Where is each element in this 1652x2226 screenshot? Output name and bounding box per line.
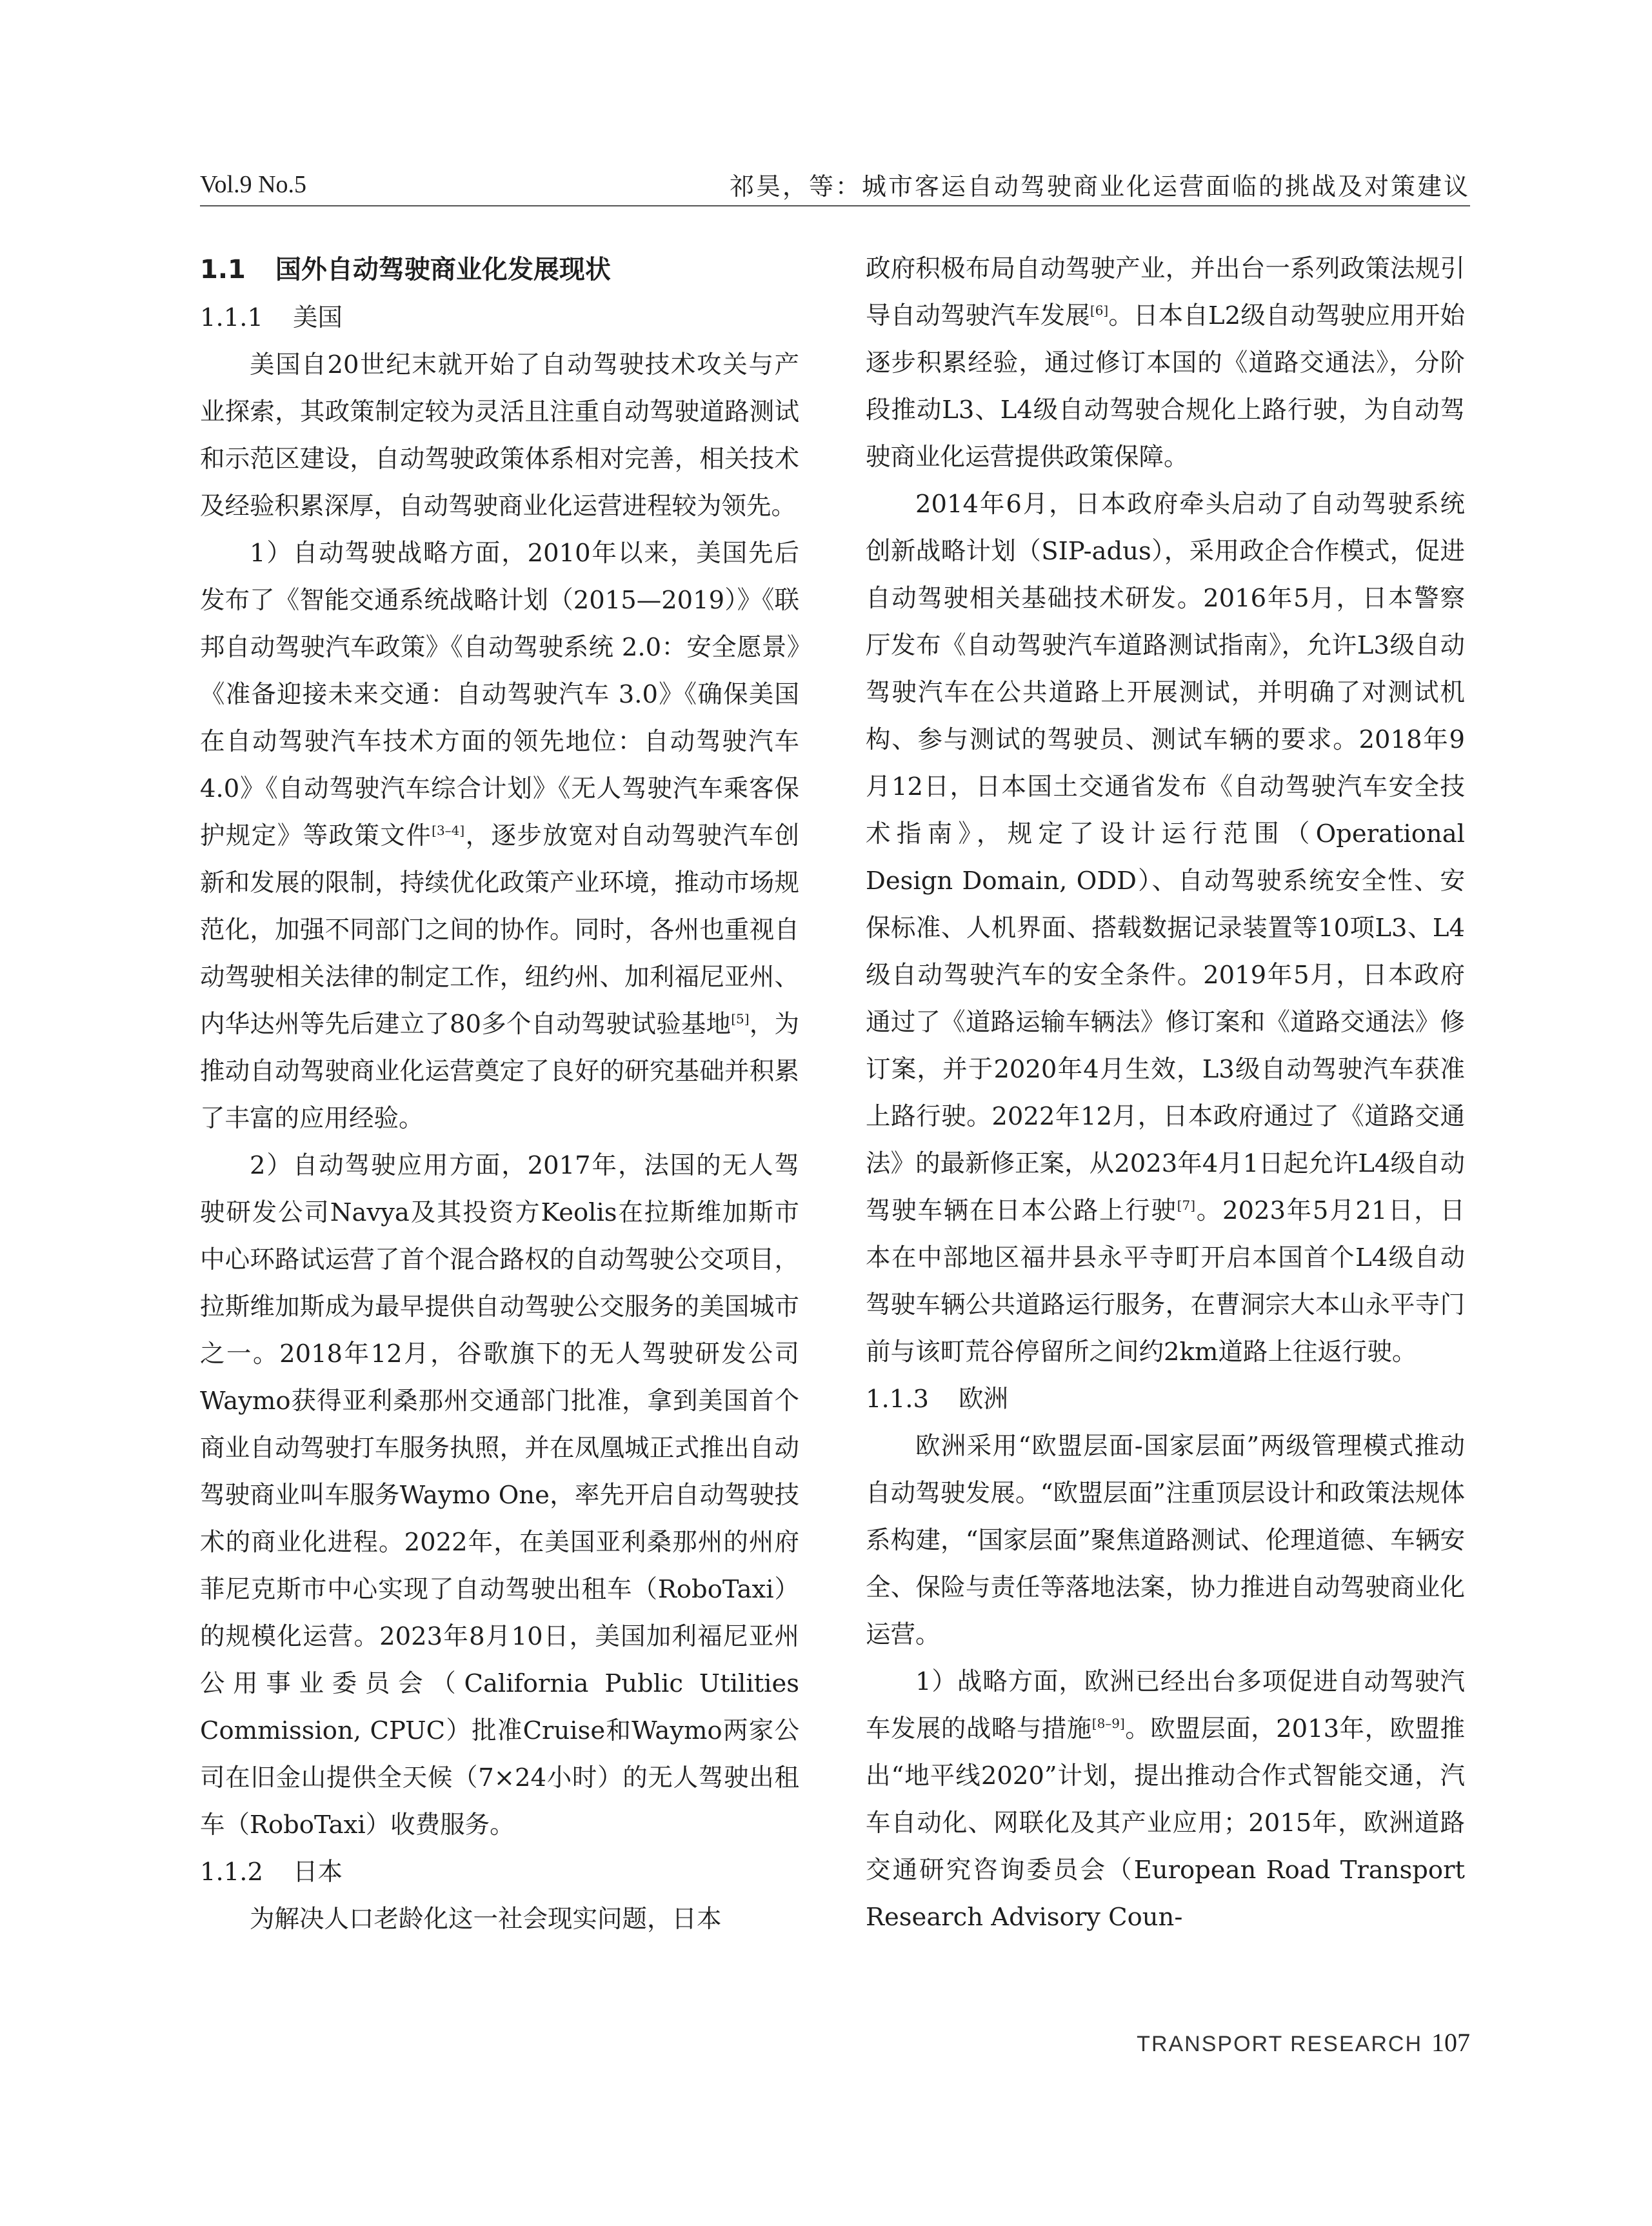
- paragraph-japan-intro: 为解决人口老龄化这一社会现实问题，日本: [250, 1905, 722, 1934]
- subsection-heading-1-1-3: [866, 1376, 1465, 1423]
- footer-journal-name: TRANSPORT RESEARCH: [1137, 2032, 1422, 2056]
- citation-ref: [6]: [1090, 303, 1109, 319]
- section-title: 国外自动驾驶商业化发展现状: [275, 255, 611, 285]
- paragraph-japan-continued: [866, 245, 1465, 481]
- citation-ref: [5]: [731, 1011, 750, 1027]
- citation-ref: [3–4]: [432, 823, 465, 839]
- paragraph-text: ，为推动自动驾驶商业化运营奠定了良好的研究基础并积累了丰富的应用经验。: [200, 1010, 799, 1133]
- subsection-number: 1.1.2: [200, 1858, 263, 1887]
- paragraph-text: 。日本自L2级自动驾驶应用开始逐步积累经验，通过修订本国的《道路交通法》，分阶段推动L3、L4级自动驾驶合规化上路行驶，为自动驾驶商业化运营提供政策保障。: [866, 301, 1465, 472]
- paragraph-europe-strategy: [866, 1658, 1465, 1941]
- paragraph-text: 。2023年5月21日，日本在中部地区福井县永平寺町开启本国首个L4级自动驾驶车辆公共道路运行服务，在曹洞宗大本山永平寺门前与该町荒谷停留所之间约2km道路上往返行驶。: [866, 1196, 1465, 1367]
- subsection-title: 日本: [292, 1858, 343, 1887]
- page-footer: [1137, 2027, 1470, 2058]
- header-divider: [200, 205, 1470, 206]
- paragraph-usa-intro: 美国自20世纪末就开始了自动驾驶技术攻关与产业探索，其政策制定较为灵活且注重自动驾驶道路测试和示范区建设，自动驾驶政策体系相对完善，相关技术及经验积累深厚，自动驾驶商业化运营进程较为领先。: [200, 350, 799, 521]
- running-title: 祁昊，等：城市客运自动驾驶商业化运营面临的挑战及对策建议: [729, 172, 1470, 201]
- paragraph-text: 1）战略方面，欧洲已经出台多项促进自动驾驶汽车发展的战略与措施: [866, 1667, 1465, 1743]
- subsection-heading-1-1-1: [200, 294, 799, 341]
- paragraph-europe-intro: 欧洲采用“欧盟层面-国家层面”两级管理模式推动自动驾驶发展。“欧盟层面”注重顶层设计和政策法规体系构建，“国家层面”聚焦道路测试、伦理道德、车辆安全、保险与责任等落地法案，协力推进自动驾驶商业化运营。: [866, 1432, 1465, 1649]
- paragraph-text: 。欧盟层面，2013年，欧盟推出“地平线2020”计划，提出推动合作式智能交通，汽车自动化、网联化及其产业应用；2015年，欧洲道路交通研究咨询委员会（European Road Transport Research Advisory Coun-: [866, 1714, 1465, 1932]
- citation-ref: [7]: [1177, 1198, 1196, 1214]
- journal-volume: Vol.9 No.5: [200, 171, 307, 198]
- paragraph-text: ，逐步放宽对自动驾驶汽车创新和发展的限制，持续优化政策产业环境，推动市场规范化，加强不同部门之间的协作。同时，各州也重视自动驾驶相关法律的制定工作，纽约州、加利福尼亚州、内华达州等先后建立了80多个自动驾驶试验基地: [200, 821, 799, 1039]
- paragraph-text: 1）自动驾驶战略方面，2010年以来，美国先后发布了《智能交通系统战略计划（2015—2019）》《联邦自动驾驶汽车政策》《自动驾驶系统 2.0：安全愿景》《准备迎接未来交通：自动驾驶汽车 3.0》《确保美国在自动驾驶汽车技术方面的领先地位：自动驾驶汽车 4.0》《自动驾驶汽车综合计划》《无人驾驶汽车乘客保护规定》等政策文件: [200, 539, 799, 850]
- section-number: 1.1: [200, 255, 246, 285]
- section-heading-1-1: [200, 245, 799, 294]
- paragraph-japan-timeline: [866, 481, 1465, 1376]
- page-number: 107: [1431, 2028, 1470, 2057]
- paragraph-text: 2014年6月，日本政府牵头启动了自动驾驶系统创新战略计划（SIP-adus），采用政企合作模式，促进自动驾驶相关基础技术研发。2016年5月，日本警察厅发布《自动驾驶汽车道路测试指南》，允许L3级自动驾驶汽车在公共道路上开展测试，并明确了对测试机构、参与测试的驾驶员、测试车辆的要求。2018年9月12日，日本国土交通省发布《自动驾驶汽车安全技术指南》，规定了设计运行范围（Operational Design Domain, ODD）、自动驾驶系统安全性、安保标准、人机界面、搭载数据记录装置等10项L3、L4级自动驾驶汽车的安全条件。2019年5月，日本政府通过了《道路运输车辆法》修订案和《道路交通法》修订案，并于2020年4月生效，L3级自动驾驶汽车获准上路行驶。2022年12月，日本政府通过了《道路交通法》的最新修正案，从2023年4月1日起允许L4级自动驾驶车辆在日本公路上行驶: [866, 490, 1465, 1225]
- subsection-number: 1.1.3: [866, 1385, 929, 1414]
- subsection-title: 美国: [292, 303, 343, 332]
- citation-ref: [8–9]: [1091, 1716, 1125, 1732]
- right-column: [866, 245, 1465, 1941]
- subsection-title: 欧洲: [958, 1385, 1008, 1414]
- subsection-number: 1.1.1: [200, 303, 263, 332]
- left-column: [200, 245, 799, 1943]
- paragraph-usa-strategy: [200, 530, 799, 1142]
- paragraph-text: 政府积极布局自动驾驶产业，并出台一系列政策法规引导自动驾驶汽车发展: [866, 254, 1465, 330]
- paragraph-usa-application: 2）自动驾驶应用方面，2017年，法国的无人驾驶研发公司Navya及其投资方Keolis在拉斯维加斯市中心环路试运营了首个混合路权的自动驾驶公交项目，拉斯维加斯成为最早提供自动驾驶公交服务的美国城市之一。2018年12月，谷歌旗下的无人驾驶研发公司Waymo获得亚利桑那州交通部门批准，拿到美国首个商业自动驾驶打车服务执照，并在凤凰城正式推出自动驾驶商业叫车服务Waymo One，率先开启自动驾驶技术的商业化进程。2022年，在美国亚利桑那州的州府菲尼克斯市中心实现了自动驾驶出租车（RoboTaxi）的规模化运营。2023年8月10日，美国加利福尼亚州公用事业委员会（California Public Utilities Commission, CPUC）批准Cruise和Waymo两家公司在旧金山提供全天候（7×24小时）的无人驾驶出租车（RoboTaxi）收费服务。: [200, 1151, 799, 1840]
- subsection-heading-1-1-2: [200, 1849, 799, 1896]
